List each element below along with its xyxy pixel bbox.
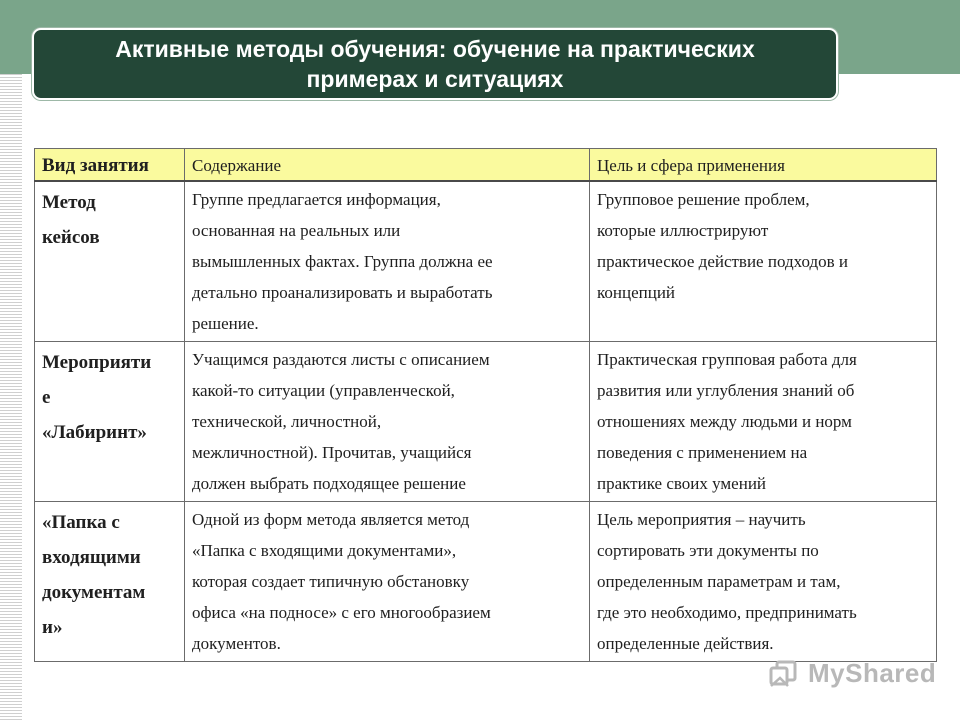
cell-line: развития или углубления знаний об xyxy=(597,381,855,400)
cell-purpose xyxy=(590,342,937,502)
cell-line: Цель мероприятия – научить xyxy=(597,510,806,529)
table-row xyxy=(35,342,937,502)
cell-line: Практическая групповая работа для xyxy=(597,350,857,369)
methods-table xyxy=(34,148,937,662)
cell-line: вымышленных фактах. Группа должна ее xyxy=(192,252,493,271)
cell-content xyxy=(185,181,590,342)
cell-line: сортировать эти документы по xyxy=(597,541,819,560)
cell-line: детально проанализировать и выработать xyxy=(192,283,493,302)
cell-line: практическое действие подходов и xyxy=(597,252,848,271)
cell-line: Групповое решение проблем, xyxy=(597,190,810,209)
cell-line: Мероприяти xyxy=(42,352,152,373)
cell-line: отношениях между людьми и норм xyxy=(597,412,852,431)
cell-line: которая создает типичную обстановку xyxy=(192,572,470,591)
cell-line: офиса «на подносе» с его многообразием xyxy=(192,603,491,622)
table-row xyxy=(35,181,937,342)
cell-line: «Папка с входящими документами», xyxy=(192,541,457,560)
cell-content xyxy=(185,502,590,662)
cell-line: Одной из форм метода является метод xyxy=(192,510,470,529)
myshared-watermark[interactable] xyxy=(768,656,936,690)
header-cell-content: Содержание xyxy=(185,149,590,182)
cell-line: е xyxy=(42,387,51,408)
cell-line: входящими xyxy=(42,547,141,568)
cell-line: какой-то ситуации (управленческой, xyxy=(192,381,455,400)
cell-line: и» xyxy=(42,617,63,638)
cell-content xyxy=(185,342,590,502)
cell-line: «Папка с xyxy=(42,512,120,533)
cell-type xyxy=(35,342,185,502)
cell-line: «Лабиринт» xyxy=(42,422,147,443)
slide-title-line-2: примерах и ситуациях xyxy=(306,66,564,92)
cell-line: Метод xyxy=(42,192,96,213)
myshared-logo-icon xyxy=(768,656,802,690)
cell-purpose xyxy=(590,181,937,342)
cell-line: документов. xyxy=(192,634,281,653)
cell-line: определенным параметрам и там, xyxy=(597,572,841,591)
cell-line: которые иллюстрируют xyxy=(597,221,769,240)
watermark-text: MyShared xyxy=(808,657,937,688)
table-header-row xyxy=(35,149,937,182)
cell-purpose xyxy=(590,502,937,662)
cell-line: решение. xyxy=(192,314,259,333)
cell-type xyxy=(35,181,185,342)
cell-line: кейсов xyxy=(42,227,100,248)
cell-line: практике своих умений xyxy=(597,474,767,493)
cell-line: определенные действия. xyxy=(597,634,774,653)
header-cell-purpose: Цель и сфера применения xyxy=(590,149,937,182)
cell-line: документам xyxy=(42,582,146,603)
left-decorative-stripe xyxy=(0,74,22,720)
cell-line: должен выбрать подходящее решение xyxy=(192,474,466,493)
cell-line: Группе предлагается информация, xyxy=(192,190,441,209)
table-row xyxy=(35,502,937,662)
slide-title xyxy=(32,28,838,100)
header-cell-type: Вид занятия xyxy=(35,149,185,182)
cell-line: где это необходимо, предпринимать xyxy=(597,603,857,622)
cell-line: концепций xyxy=(597,283,676,302)
cell-type xyxy=(35,502,185,662)
cell-line: основанная на реальных или xyxy=(192,221,401,240)
cell-line: межличностной). Прочитав, учащийся xyxy=(192,443,472,462)
cell-line: Учащимся раздаются листы с описанием xyxy=(192,350,490,369)
cell-line: поведения с применением на xyxy=(597,443,808,462)
slide-title-line-1: Активные методы обучения: обучение на практических xyxy=(115,36,755,62)
cell-line: технической, личностной, xyxy=(192,412,382,431)
